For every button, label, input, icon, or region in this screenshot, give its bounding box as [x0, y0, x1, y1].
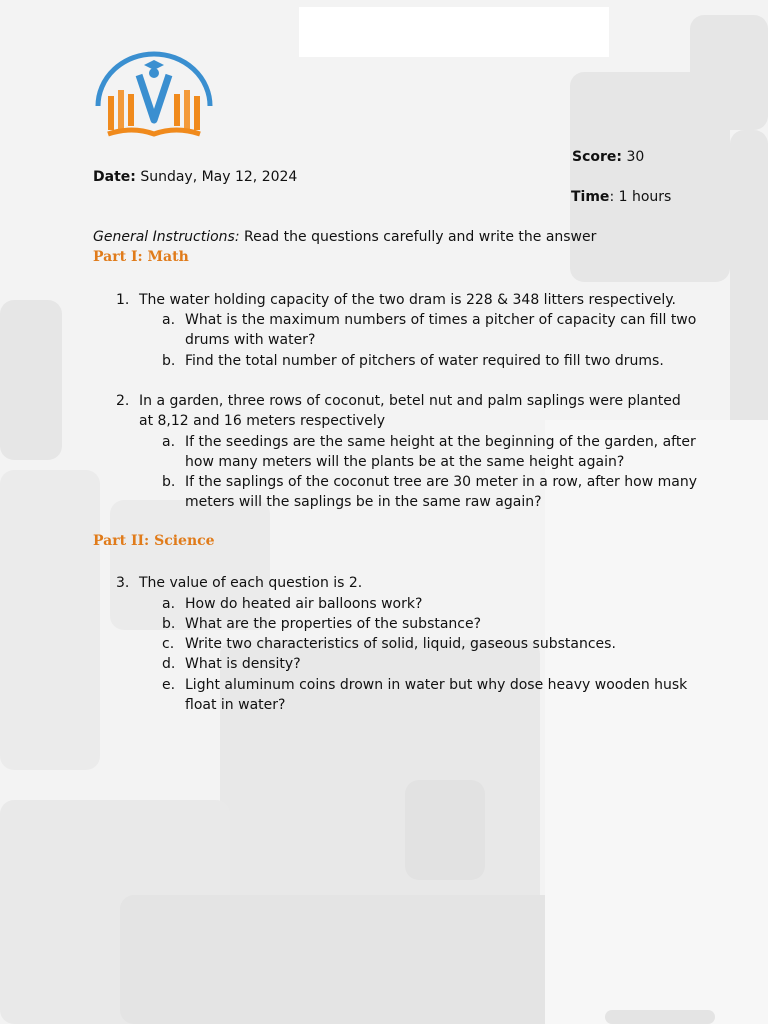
date-line	[93, 169, 297, 185]
time-line	[571, 189, 671, 205]
date-label: Date:	[93, 169, 136, 185]
question-3e	[162, 675, 705, 715]
sub-text: If the saplings of the coconut tree are 30 meter in a row, after how many	[185, 474, 697, 490]
sub-text: How do heated air balloons work?	[185, 596, 423, 612]
question-3d	[162, 654, 705, 674]
sub-letter: d.	[162, 656, 176, 672]
instructions-text: Read the questions carefully and write the answer	[244, 229, 597, 245]
sub-letter: a.	[162, 434, 176, 450]
date-value: Sunday, May 12, 2024	[140, 169, 298, 185]
question-number: 1.	[116, 292, 130, 308]
question-text: The water holding capacity of the two dram is 228 & 348 litters respectively.	[139, 292, 677, 308]
sub-text: Write two characteristics of solid, liquid, gaseous substances.	[185, 636, 616, 652]
sub-letter: b.	[162, 616, 176, 632]
sub-text: What is the maximum numbers of times a pitcher of capacity can fill two	[185, 312, 697, 328]
sub-text: What are the properties of the substance?	[185, 616, 482, 632]
general-instructions	[93, 229, 596, 245]
sub-text: how many meters will the plants be at the same height again?	[185, 454, 625, 470]
question-text: at 8,12 and 16 meters respectively	[139, 413, 386, 429]
question-1	[116, 290, 699, 310]
score-value: 30	[626, 149, 645, 165]
score-label: Score:	[572, 149, 622, 165]
question-2	[116, 391, 699, 431]
sub-text: If the seedings are the same height at the beginning of the garden, after	[185, 434, 696, 450]
section-heading-math: Part I: Math	[93, 249, 189, 265]
question-3b	[162, 614, 705, 634]
sub-letter: b.	[162, 353, 176, 369]
question-3a	[162, 594, 705, 614]
question-2a	[162, 432, 705, 472]
score-line	[572, 149, 644, 165]
question-1b	[162, 351, 705, 371]
question-3c	[162, 634, 705, 654]
sub-text: drums with water?	[185, 332, 316, 348]
sub-letter: c.	[162, 636, 175, 652]
sub-letter: a.	[162, 312, 176, 328]
question-text: The value of each question is 2.	[139, 575, 363, 591]
sub-text: What is density?	[185, 656, 301, 672]
sub-text: float in water?	[185, 697, 286, 713]
question-text: In a garden, three rows of coconut, betel nut and palm saplings were planted	[139, 393, 681, 409]
school-book-logo	[92, 48, 216, 144]
time-value: : 1 hours	[609, 189, 672, 205]
instructions-label: General Instructions:	[93, 229, 240, 245]
header-blank-box	[299, 7, 609, 57]
section-heading-science: Part II: Science	[93, 533, 215, 549]
question-2b	[162, 472, 705, 512]
sub-text: Find the total number of pitchers of water required to fill two drums.	[185, 353, 664, 369]
question-number: 3.	[116, 575, 130, 591]
question-3	[116, 573, 699, 593]
sub-text: Light aluminum coins drown in water but why dose heavy wooden husk	[185, 677, 688, 693]
time-label: Time	[571, 189, 610, 205]
question-1a	[162, 310, 705, 350]
question-number: 2.	[116, 393, 130, 409]
sub-letter: b.	[162, 474, 176, 490]
sub-text: meters will the saplings be in the same raw again?	[185, 494, 542, 510]
sub-letter: a.	[162, 596, 176, 612]
sub-letter: e.	[162, 677, 176, 693]
